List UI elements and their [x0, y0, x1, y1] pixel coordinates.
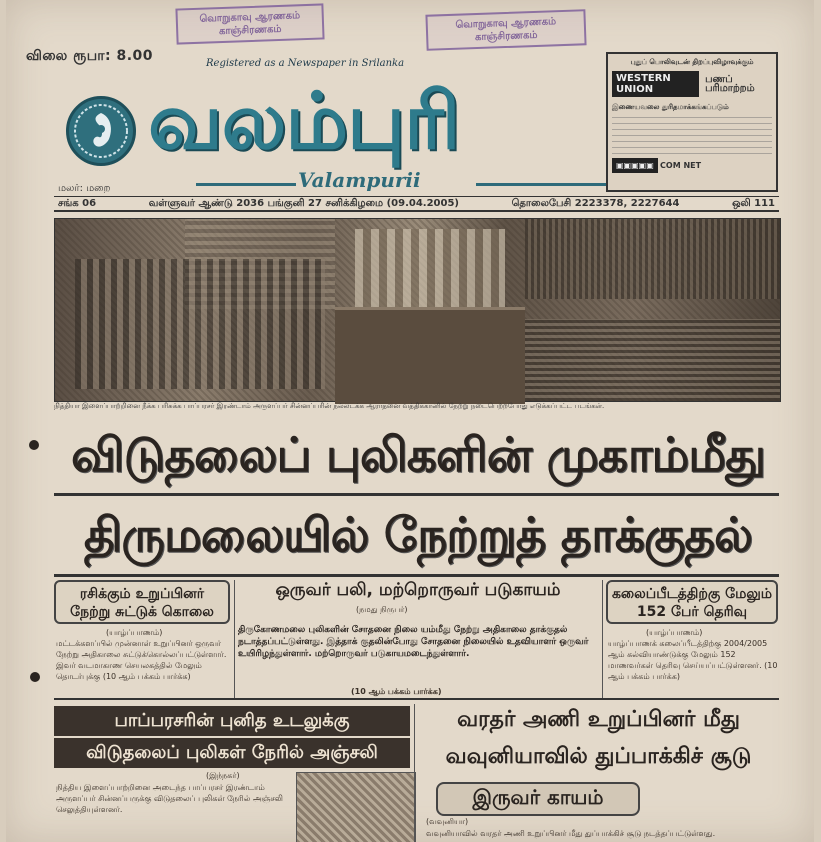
- bottom-left-headline-2: விடுதலைப் புலிகள் நேரில் அஞ்சலி: [54, 738, 410, 768]
- column-divider: [234, 580, 235, 698]
- headline-rule: [54, 574, 779, 577]
- comnet-logo: ▣▣▣▣▣: [612, 158, 658, 173]
- phone-numbers: தொலைபேசி 2223378, 2227644: [511, 197, 680, 209]
- column-divider: [414, 704, 415, 842]
- mid-story-source: (நமது நிருபர்): [356, 605, 408, 614]
- main-headline-line1: விடுதலைப் புலிகளின் முகாம்மீது: [70, 428, 765, 483]
- dateline-bar: [54, 196, 779, 212]
- stamp-line: காஞ்சிரணகம்: [474, 29, 538, 44]
- mid-story-body: திருகோணமலை புலிகளின் சோதனை நிலை யம்மீது நேற்று அதிகாலை தாக்குதல் நடாத்தப்பட்டுள்ளது. இத்தாக் குதலின்போது சோதனை நிலையில் உதவியாளர் ஒருவர் உயிரிழந்துள்ளார். மற்றொருவர் படுகாயமடைந்துள்ளார்.: [238, 625, 589, 659]
- headline-rule: [54, 493, 779, 496]
- bottom-right-subhead: இருவர் காயம்: [436, 782, 640, 816]
- bottom-right-source: (வவுனியா): [426, 817, 469, 826]
- masthead-rule: [196, 183, 296, 186]
- registration-note: Registered as a Newspaper in Srilanka: [206, 58, 405, 69]
- advertisement-box: [606, 52, 778, 192]
- right-story-source: (யாழ்ப்பாணம்): [646, 628, 703, 637]
- bottom-right-headline-2: வவுனியாவில் துப்பாக்கிச் சூடு: [445, 744, 752, 769]
- right-story-headline: கலைப்பீடத்திற்கு மேலும் 152 பேர் தெரிவு: [606, 580, 778, 624]
- punch-hole: [30, 672, 40, 682]
- western-union-logo: WESTERN UNION: [612, 71, 699, 97]
- section-rule: [54, 698, 779, 700]
- ink-stamp-left: [175, 3, 324, 44]
- masthead-rule: [476, 183, 606, 186]
- comnet-label: COM NET: [660, 161, 702, 170]
- front-page-photo: [54, 218, 781, 402]
- stamp-line: காஞ்சிரணகம்: [218, 23, 282, 38]
- column-divider: [602, 580, 603, 698]
- ad-fineprint: [612, 116, 772, 154]
- left-story-source: (யாழ்ப்பாணம்): [106, 628, 163, 637]
- photo-crowd-bottom: [525, 319, 780, 401]
- ad-top-text: புதுப் பொலிவுடன் திறப்புவிழாவுக்கும்: [630, 58, 754, 66]
- masthead-title: வலம்புரி: [148, 77, 460, 167]
- ink-stamp-right: [425, 9, 586, 51]
- bottom-photo: [296, 772, 416, 842]
- newspaper-page: [6, 0, 814, 842]
- masthead-english: Valampurii: [298, 168, 421, 192]
- mid-story-continue: (10 ஆம் பக்கம் பார்க்க): [351, 687, 442, 696]
- stamp-line: வொறுகாவு ஆரணகம்: [455, 16, 557, 31]
- date-text: வள்ளுவர் ஆண்டு 2036 பங்குனி 27 சனிக்கிழமை (09.04.2005): [148, 197, 459, 209]
- stamp-line: வொறுகாவு ஆரணகம்: [199, 10, 301, 25]
- bottom-left-headline-1: பாப்பரசரின் புனித உடலுக்கு: [54, 706, 410, 736]
- edition-number: சங்க 06: [58, 197, 97, 209]
- price-label: விலை ரூபா: 8.00: [26, 48, 154, 64]
- bottom-right-body: வவுனியாவில் வரதர் அணி உறுப்பினர் மீது துப்பாக்கிச் சூடு நடத்தப்பட்டுள்ளது.: [426, 829, 716, 838]
- right-story-body: யாழ்ப்பாணக் கலைப்பீடத்திற்கு 2004/2005 ஆம் கல்வியாண்டுக்கு மேலும் 152 மாணவர்கள் தெரிவு செய்யப்பட்டுள்ளனர். (10 ஆம் பக்கம் பார்க்க): [608, 639, 778, 681]
- ad-money-transfer: பணப் பரிமாற்றம்: [705, 74, 755, 94]
- photo-caption: நித்தியா இளைப்பாற்றினை நீக்க பரிசுக்க பாப்பரசர் இரண்டாம் அருளப்பர் சின்னப்பரின் நல்லடக்க ஆராதனை வத்திக்கானில் நேற்று நடைபெற்றபோது எடுக்கப்பட்ட படங்கள்.: [54, 402, 605, 410]
- photo-altar: [335, 307, 525, 404]
- left-story-body: மட்டக்களப்பில் முன்னாள் உறுப்பினர் ஒருவர் நேற்று அதிகாலை சுட்டுக்கொல்லப்பட்டுள்ளார். இவர் வடமாகாண செயலகத்தில் மேலும் தொடர்புக்கு (10 ஆம் பக்கம் பார்க்க): [56, 639, 227, 681]
- punch-hole: [29, 440, 39, 450]
- bottom-left-body: நித்திய இளைப்பாற்றினை அடைந்த பாப்பரசர் இரண்டாம் அருளப்பர் சின்னப்பருக்கு விடுதலைப் புலிகள் நேரில் அஞ்சலி செலுத்தியுள்ளனர்.: [56, 783, 283, 814]
- left-story-headline: ரசிக்கும் உறுப்பினர் நேற்று சுட்டுக் கொலை: [54, 580, 230, 624]
- main-headline-line2: திருமலையில் நேற்றுத் தாக்குதல்: [83, 508, 753, 563]
- ad-line: இணையவலை துரிதமாக்கங்கப்படும்: [612, 103, 729, 111]
- issue-number: ஒலி 111: [732, 197, 775, 209]
- photo-figures: [75, 259, 325, 389]
- bottom-right-headline-1: வரதர் அணி உறுப்பினர் மீது: [457, 707, 740, 732]
- photo-altar-top: [355, 229, 505, 307]
- volume-label: மலர்: மறை: [58, 183, 111, 194]
- conch-logo-icon: [66, 96, 136, 166]
- photo-crowd-top: [525, 219, 780, 299]
- mid-story-headline: ஒருவர் பலி, மற்றொருவர் படுகாயம்: [275, 580, 561, 600]
- bottom-left-source: (இந்நகர்): [206, 771, 240, 780]
